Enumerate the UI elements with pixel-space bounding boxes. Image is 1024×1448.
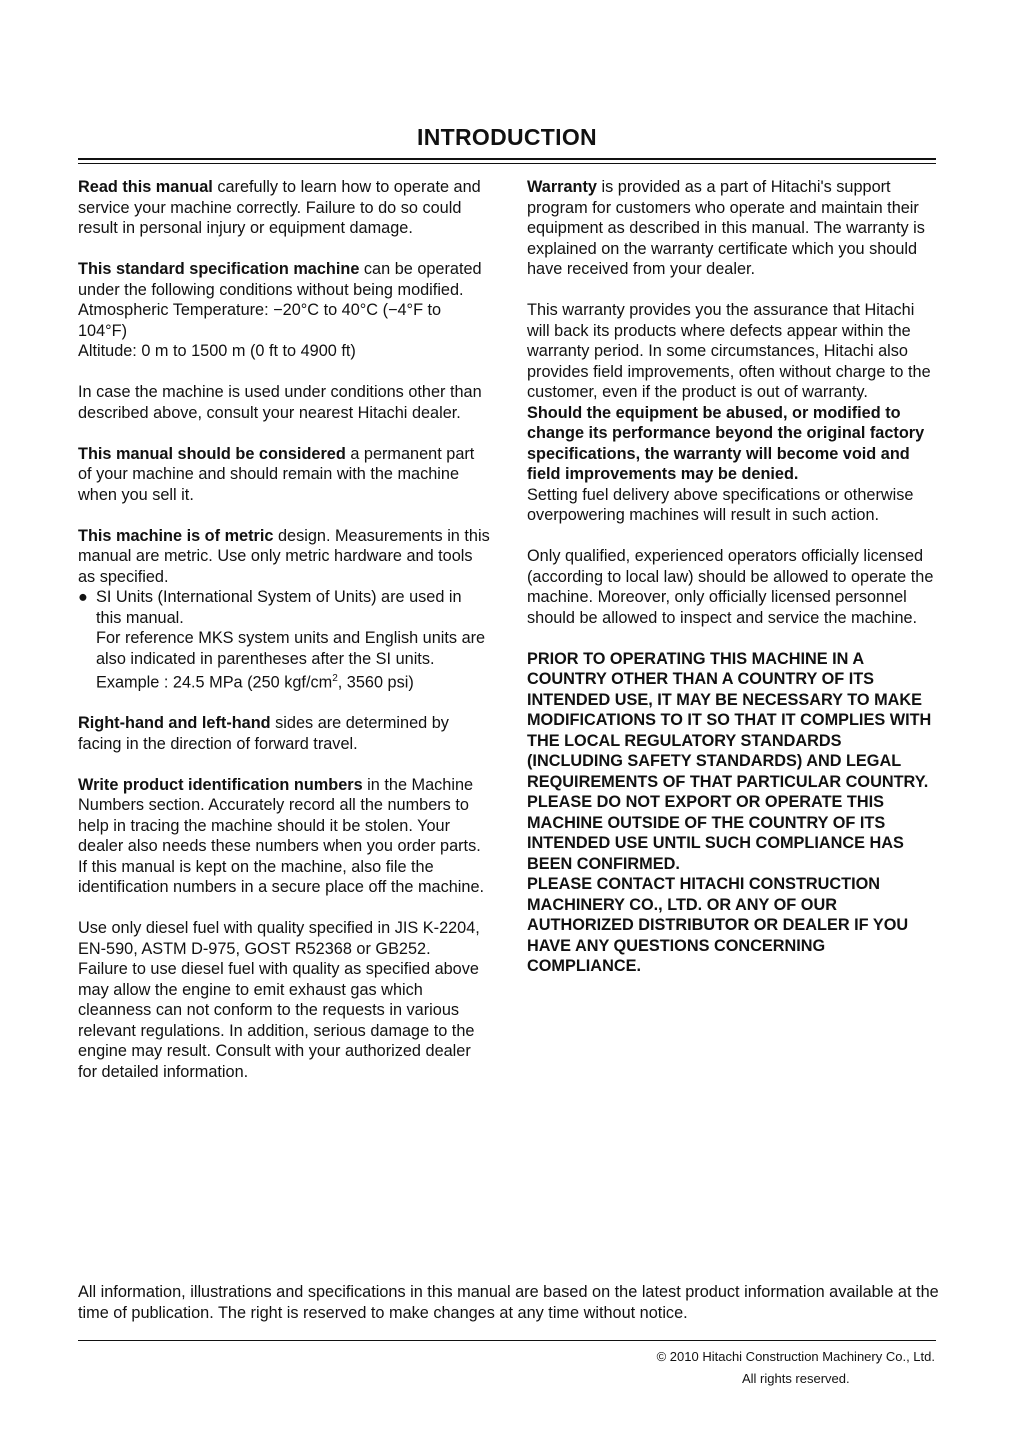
si-units-bullet — [78, 587, 490, 693]
metric-design-paragraph — [78, 526, 490, 588]
lead-bold: Right-hand and left-hand — [78, 714, 271, 733]
lead-bold: This standard specification machine — [78, 260, 360, 278]
warranty-paragraph — [527, 177, 939, 280]
standard-spec-paragraph — [78, 259, 490, 300]
example-post: , 3560 psi) — [337, 673, 414, 692]
identification-numbers-paragraph — [78, 775, 490, 898]
rights-reserved: All rights reserved. — [741, 1371, 850, 1386]
export-warning: PRIOR TO OPERATING THIS MACHINE IN A COUNTRY OTHER THAN A COUNTRY OF ITS INTENDED USE, IT MAY BE NECESSARY TO MAKE MODIFICATIONS TO IT SO THAT IT COMPLIES WITH THE LOCAL REGULATORY STANDARDS (INCLUDING SAFETY STANDARDS) AND LEGAL REQUIREMENTS OF THAT PARTICULAR COUNTRY. PLEASE DO NOT EXPORT OR OPERATE THIS MACHINE OUTSIDE OF THE COUNTRY OF ITS INTENDED USE UNTIL SUCH COMPLIANCE HAS BEEN CONFIRMED. — [527, 649, 932, 873]
paragraph-text: a permanent part of your machine and should remain with the machine when you sell it. — [78, 444, 475, 504]
qualified-operators-paragraph: Only qualified, experienced operators officially licensed (according to local law) should be allowed to operate the machine. Moreover, only officially licensed personnel should be allowed to inspect and service the machine. — [527, 547, 934, 627]
lead-bold: Write product identification numbers — [78, 775, 363, 794]
paragraph-text: carefully to learn how to operate and service your machine correctly. Failure to do so could result in personal injury or equipment damage. — [78, 178, 481, 237]
temperature-condition: Atmospheric Temperature: −20°C to 40°C (−4°F to 104°F) — [78, 301, 442, 340]
altitude-condition: Altitude: 0 m to 1500 m (0 ft to 4900 ft) — [78, 342, 356, 360]
page-title: INTRODUCTION — [417, 124, 597, 150]
mks-units-text: For reference MKS system units and English units are also indicated in parentheses after the SI units. — [96, 629, 486, 668]
read-manual-paragraph — [78, 177, 490, 239]
lead-bold: Warranty — [527, 178, 597, 196]
lead-bold: This machine is of metric — [78, 526, 274, 545]
paragraph-text: design. Measurements in this manual are metric. Use only metric hardware and tools as specified. — [78, 526, 490, 586]
paragraph-text: is provided as a part of Hitachi's support program for customers who operate and maintain their equipment as described in this manual. The warranty is explained on the warranty certificate which you should have received from your dealer. — [527, 178, 925, 278]
paragraph-text: can be operated under the following conditions without being modified. — [78, 260, 482, 299]
copyright-block — [657, 1346, 935, 1390]
other-conditions-paragraph: In case the machine is used under conditions other than described above, consult your nearest Hitachi dealer. — [78, 383, 482, 422]
diesel-fuel-paragraph: Use only diesel fuel with quality specified in JIS K-2204, EN-590, ASTM D-975, GOST R52368 or GB252. — [78, 919, 480, 958]
fuel-delivery-paragraph: Setting fuel delivery above specifications or otherwise overpowering machines will result in such action. — [527, 485, 914, 524]
right-column — [527, 177, 939, 997]
copyright-line: © 2010 Hitachi Construction Machinery Co., Ltd. — [656, 1349, 935, 1364]
lead-bold: This manual should be considered — [78, 444, 346, 463]
si-units-text: SI Units (International System of Units) are used in this manual. — [96, 588, 462, 627]
header-rule-thin — [78, 163, 936, 164]
example-superscript: 2 — [332, 673, 338, 684]
hand-sides-paragraph — [78, 713, 490, 754]
header-rule-thick — [78, 158, 936, 160]
lead-bold: Read this manual — [78, 178, 213, 196]
publication-disclaimer: All information, illustrations and specifications in this manual are based on the latest product information available at the time of publication. The right is reserved to make changes at any time without notice. — [78, 1283, 939, 1322]
footer-rule — [78, 1340, 936, 1341]
example-pre: Example : 24.5 MPa (250 kgf/cm — [96, 673, 333, 692]
permanent-part-paragraph — [78, 444, 490, 506]
warranty-void-warning: Should the equipment be abused, or modified to change its performance beyond the original factory specifications, the warranty will become void and field improvements may be denied. — [527, 403, 925, 483]
paragraph-text: sides are determined by facing in the direction of forward travel. — [78, 714, 449, 753]
warranty-assurance-paragraph: This warranty provides you the assurance that Hitachi will back its products where defects appear within the warranty period. In some circumstances, Hitachi also provides field improvements, often without charge to the customer, even if the product is out of warranty. — [527, 301, 931, 401]
left-column — [78, 177, 490, 1103]
diesel-failure-paragraph: Failure to use diesel fuel with quality as specified above may allow the engine to emit exhaust gas which cleanness can not conform to the requests in various relevant regulations. In addition, serious damage to the engine may result. Consult with your authorized dealer for detailed information. — [78, 960, 479, 1081]
contact-notice: PLEASE CONTACT HITACHI CONSTRUCTION MACHINERY CO., LTD. OR ANY OF OUR AUTHORIZED DISTRIBUTOR OR DEALER IF YOU HAVE ANY QUESTIONS CONCERNING COMPLIANCE. — [527, 875, 909, 975]
bullet-icon: ● — [78, 588, 88, 606]
units-example — [96, 669, 490, 693]
paragraph-text: in the Machine Numbers section. Accurately record all the numbers to help in tracing the machine should it be stolen. Your dealer also needs these numbers when you order parts. If this manual is kept on the machine, also file the identification numbers in a secure place off the machine. — [78, 775, 485, 897]
